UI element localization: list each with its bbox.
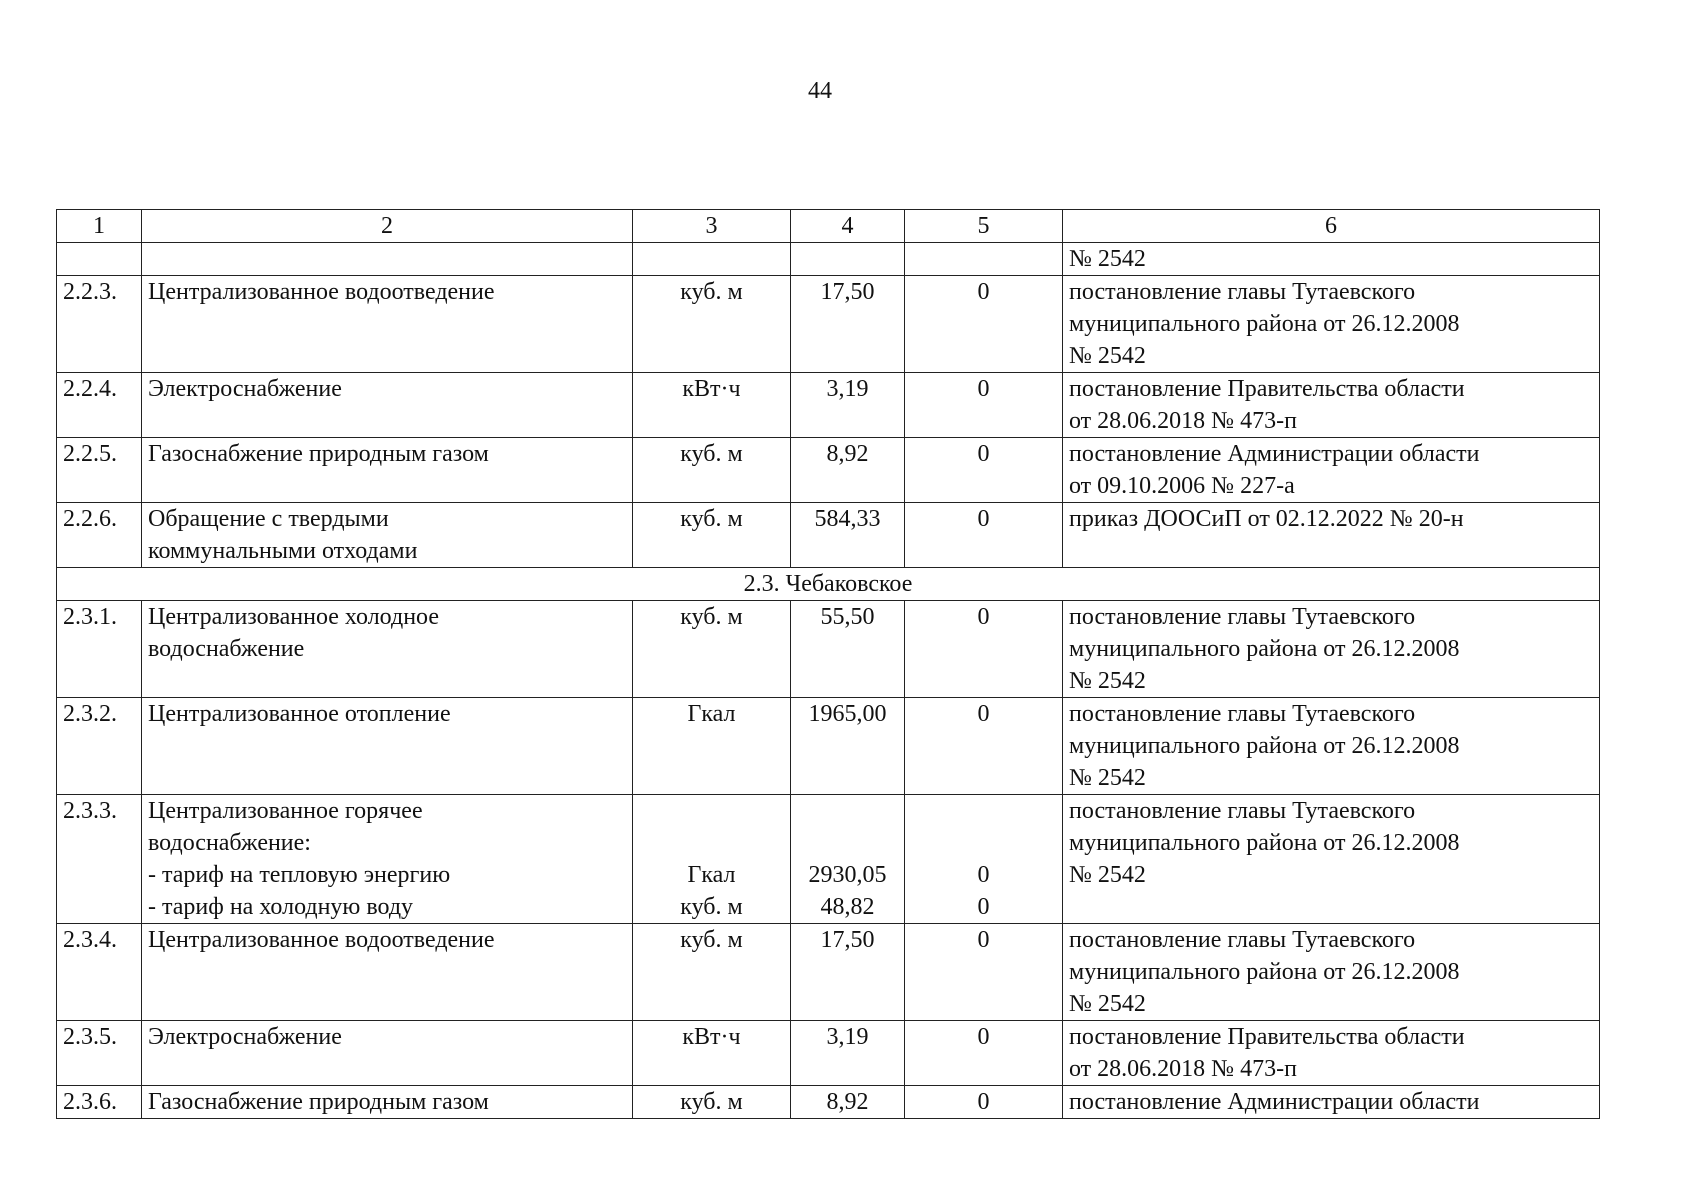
service-name-line: Централизованное водоотведение <box>148 927 495 953</box>
table-row <box>57 698 1600 795</box>
col5-cell-line: 0 <box>977 506 990 532</box>
document-cell-line: № 2542 <box>1069 765 1146 791</box>
unit-cell <box>633 438 791 503</box>
section-title: 2.3. Чебаковское <box>57 568 1600 601</box>
col5-cell <box>905 1086 1063 1119</box>
document-cell <box>1063 795 1600 924</box>
document-cell-line: от 28.06.2018 № 473-п <box>1069 1056 1297 1082</box>
value-cell <box>791 373 905 438</box>
col5-cell-line: 0 <box>977 441 990 467</box>
unit-cell <box>633 276 791 373</box>
value-cell-line: 48,82 <box>820 894 875 920</box>
document-cell-line: постановление Правительства области <box>1069 1024 1465 1050</box>
service-name-line: Электроснабжение <box>148 1024 342 1050</box>
service-name <box>142 795 633 924</box>
value-cell-line: 1965,00 <box>808 701 887 727</box>
row-number: 2.2.5. <box>57 438 142 503</box>
unit-cell-line: куб. м <box>680 894 743 920</box>
row-number: 2.3.5. <box>57 1021 142 1086</box>
service-name-line: водоснабжение <box>148 636 305 662</box>
col5-cell <box>905 698 1063 795</box>
document-cell-line: муниципального района от 26.12.2008 <box>1069 311 1460 337</box>
unit-cell-line: куб. м <box>680 441 743 467</box>
table-row <box>57 1021 1600 1086</box>
service-name-line: Электроснабжение <box>148 376 342 402</box>
row-number: 2.2.4. <box>57 373 142 438</box>
service-name-line: водоснабжение: <box>148 830 311 856</box>
unit-cell <box>633 924 791 1021</box>
value-cell <box>791 276 905 373</box>
col5-cell <box>905 438 1063 503</box>
table-row <box>57 373 1600 438</box>
unit-cell-line: куб. м <box>680 279 743 305</box>
service-name-line: Централизованное водоотведение <box>148 279 495 305</box>
col5-cell-line: 0 <box>977 927 990 953</box>
unit-cell <box>633 795 791 924</box>
row-number: 2.3.1. <box>57 601 142 698</box>
header-cell: 4 <box>791 210 905 243</box>
document-cell <box>1063 924 1600 1021</box>
document-cell <box>1063 503 1600 568</box>
unit-cell <box>633 601 791 698</box>
table-row <box>57 1086 1600 1119</box>
value-cell-line: 8,92 <box>826 441 869 467</box>
col5-cell-line: 0 <box>977 701 990 727</box>
service-name <box>142 1086 633 1119</box>
header-cell: 1 <box>57 210 142 243</box>
service-name <box>142 698 633 795</box>
header-row <box>57 210 1600 243</box>
document-cell <box>1063 1021 1600 1086</box>
document-cell <box>1063 698 1600 795</box>
table-row <box>57 503 1600 568</box>
document-cell <box>1063 438 1600 503</box>
value-cell <box>791 1086 905 1119</box>
table-row <box>57 276 1600 373</box>
service-name-line: Газоснабжение природным газом <box>148 1089 489 1115</box>
service-name <box>142 601 633 698</box>
table-row <box>57 795 1600 924</box>
document-cell-line: муниципального района от 26.12.2008 <box>1069 733 1460 759</box>
service-name <box>142 924 633 1021</box>
unit-cell-line: куб. м <box>680 1089 743 1115</box>
document-cell-line: муниципального района от 26.12.2008 <box>1069 830 1460 856</box>
unit-cell-line: куб. м <box>680 927 743 953</box>
value-cell-line: 17,50 <box>820 927 875 953</box>
row-number: 2.3.3. <box>57 795 142 924</box>
service-name-line: Газоснабжение природным газом <box>148 441 489 467</box>
unit-cell-line: кВт·ч <box>682 376 741 402</box>
col5-cell-line: 0 <box>977 1024 990 1050</box>
unit-cell <box>633 503 791 568</box>
header-cell: 3 <box>633 210 791 243</box>
document-cell: № 2542 <box>1063 243 1600 276</box>
value-cell-line <box>797 827 898 859</box>
service-name-line: Централизованное отопление <box>148 701 451 727</box>
service-name <box>142 373 633 438</box>
document-cell-line: приказ ДООСиП от 02.12.2022 № 20-н <box>1069 506 1464 532</box>
row-number: 2.3.6. <box>57 1086 142 1119</box>
service-name-line: Обращение с твердыми <box>148 506 389 532</box>
unit-cell <box>633 1021 791 1086</box>
value-cell <box>791 601 905 698</box>
document-cell-line: постановление главы Тутаевского <box>1069 279 1416 305</box>
continuation-row <box>57 243 1600 276</box>
col5-cell <box>905 276 1063 373</box>
col5-cell <box>905 503 1063 568</box>
col5-cell-line: 0 <box>977 1089 990 1115</box>
unit-cell-line: Гкал <box>687 701 736 727</box>
document-cell <box>1063 276 1600 373</box>
unit-cell <box>633 698 791 795</box>
row-number: 2.2.6. <box>57 503 142 568</box>
unit-cell <box>633 1086 791 1119</box>
value-cell <box>791 438 905 503</box>
table-row <box>57 438 1600 503</box>
value-cell <box>791 1021 905 1086</box>
col5-cell-line: 0 <box>977 862 990 888</box>
unit-cell-line: кВт·ч <box>682 1024 741 1050</box>
service-name <box>142 1021 633 1086</box>
document-cell <box>1063 373 1600 438</box>
document-cell-line: № 2542 <box>1069 343 1146 369</box>
document-cell <box>1063 1086 1600 1119</box>
value-cell-line <box>797 795 898 827</box>
document-cell-line: постановление Правительства области <box>1069 376 1465 402</box>
table-row <box>57 601 1600 698</box>
col5-cell-line: 0 <box>977 376 990 402</box>
document-cell-line: от 28.06.2018 № 473-п <box>1069 408 1297 434</box>
value-cell <box>791 503 905 568</box>
document-cell-line: постановление главы Тутаевского <box>1069 927 1416 953</box>
row-number: 2.3.2. <box>57 698 142 795</box>
service-name-line: - тариф на тепловую энергию <box>148 862 451 888</box>
col5-cell <box>905 601 1063 698</box>
section-row <box>57 568 1600 601</box>
document-cell-line: постановление Администрации области <box>1069 441 1480 467</box>
value-cell-line: 584,33 <box>814 506 881 532</box>
document-cell-line: № 2542 <box>1069 991 1146 1017</box>
value-cell-line: 3,19 <box>826 376 869 402</box>
col5-cell-line <box>911 827 1056 859</box>
document-cell-line: № 2542 <box>1069 862 1146 888</box>
value-cell-line: 8,92 <box>826 1089 869 1115</box>
col5-cell <box>905 1021 1063 1086</box>
header-cell: 2 <box>142 210 633 243</box>
unit-cell <box>633 373 791 438</box>
col5-cell-line <box>911 795 1056 827</box>
col5-cell-line: 0 <box>977 894 990 920</box>
value-cell <box>791 924 905 1021</box>
value-cell-line: 55,50 <box>820 604 875 630</box>
page-number: 44 <box>808 78 832 104</box>
service-name <box>142 503 633 568</box>
document-cell-line: постановление Администрации области <box>1069 1089 1480 1115</box>
service-name <box>142 438 633 503</box>
value-cell-line: 17,50 <box>820 279 875 305</box>
service-name-line: Централизованное горячее <box>148 798 423 824</box>
tariff-table <box>56 209 1600 1119</box>
value-cell <box>791 698 905 795</box>
document-cell-line: постановление главы Тутаевского <box>1069 798 1416 824</box>
table-row <box>57 924 1600 1021</box>
value-cell-line: 3,19 <box>826 1024 869 1050</box>
col5-cell <box>905 924 1063 1021</box>
col5-cell <box>905 795 1063 924</box>
document-cell-line: муниципального района от 26.12.2008 <box>1069 959 1460 985</box>
col5-cell-line: 0 <box>977 279 990 305</box>
document-cell-line: постановление главы Тутаевского <box>1069 701 1416 727</box>
header-cell: 5 <box>905 210 1063 243</box>
unit-cell-line <box>639 827 784 859</box>
service-name-line: Централизованное холодное <box>148 604 439 630</box>
document-cell <box>1063 601 1600 698</box>
document-cell-line: № 2542 <box>1069 668 1146 694</box>
service-name <box>142 276 633 373</box>
col5-cell <box>905 373 1063 438</box>
value-cell <box>791 795 905 924</box>
document-cell-line: муниципального района от 26.12.2008 <box>1069 636 1460 662</box>
row-number: 2.3.4. <box>57 924 142 1021</box>
unit-cell-line: Гкал <box>687 862 736 888</box>
unit-cell-line: куб. м <box>680 604 743 630</box>
unit-cell-line <box>639 795 784 827</box>
unit-cell-line: куб. м <box>680 506 743 532</box>
col5-cell-line: 0 <box>977 604 990 630</box>
header-cell: 6 <box>1063 210 1600 243</box>
service-name-line: - тариф на холодную воду <box>148 894 414 920</box>
row-number: 2.2.3. <box>57 276 142 373</box>
value-cell-line: 2930,05 <box>808 862 887 888</box>
document-cell-line: постановление главы Тутаевского <box>1069 604 1416 630</box>
service-name-line: коммунальными отходами <box>148 538 418 564</box>
document-cell-line: от 09.10.2006 № 227-а <box>1069 473 1295 499</box>
